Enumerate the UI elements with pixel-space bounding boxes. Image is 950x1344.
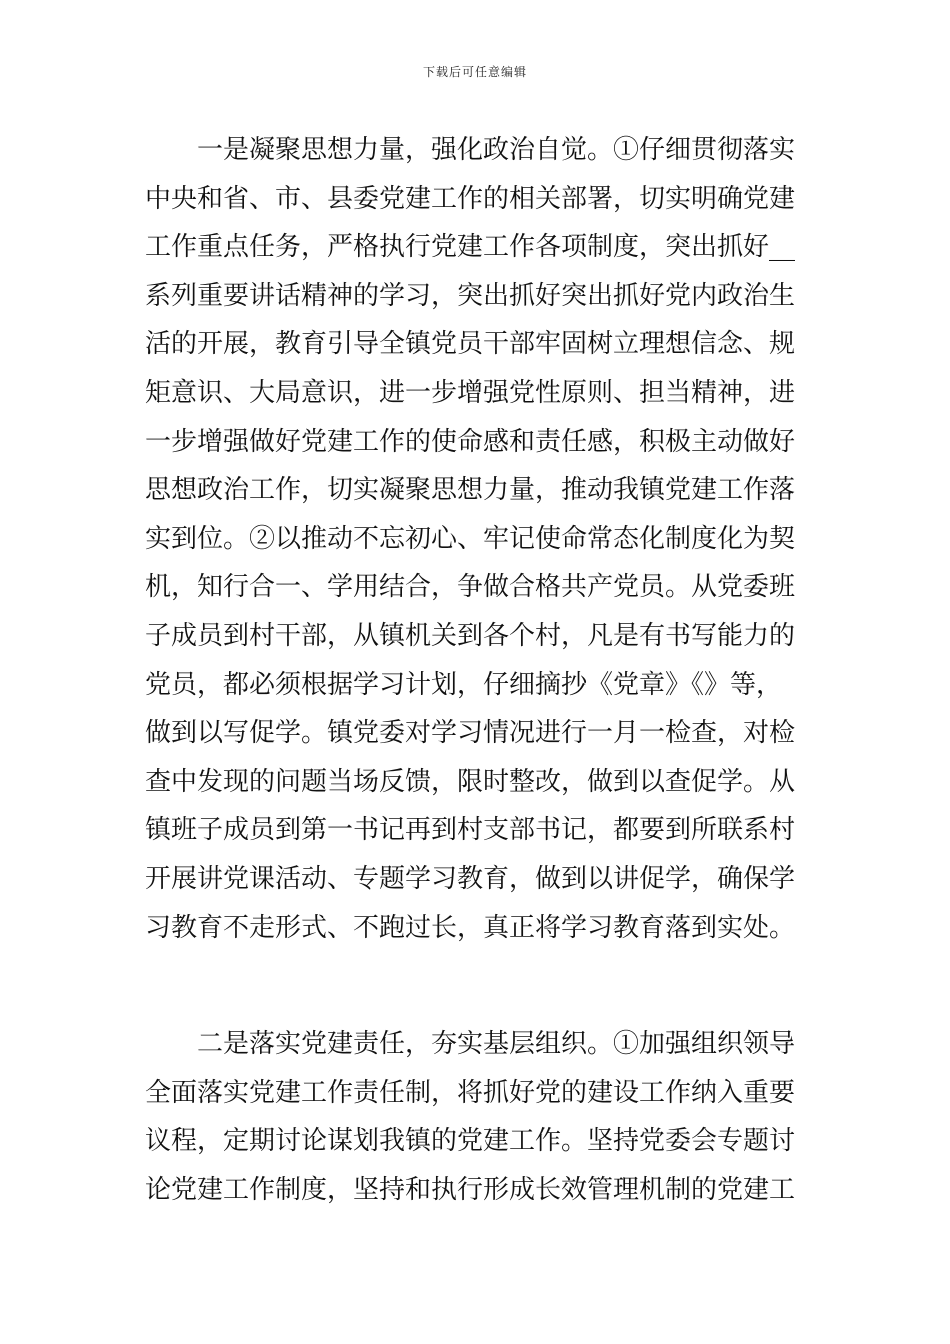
text-line: 工作重点任务，严格执行党建工作各项制度，突出抓好__	[145, 232, 796, 263]
text-line: 党员，都必须根据学习计划，仔细摘抄《党章》《》等，	[145, 669, 783, 700]
text-line: 镇班子成员到第一书记再到村支部书记，都要到所联系村	[145, 815, 796, 846]
paragraph-2	[145, 1020, 815, 1214]
text-line: 子成员到村干部，从镇机关到各个村，凡是有书写能力的	[145, 620, 796, 651]
text-line: 机，知行合一、学用结合，争做合格共产党员。从党委班	[145, 572, 796, 603]
text-line: 议程，定期讨论谋划我镇的党建工作。坚持党委会专题讨	[145, 1126, 796, 1157]
text-line: 论党建工作制度，坚持和执行形成长效管理机制的党建工	[145, 1174, 796, 1205]
document-body	[145, 126, 815, 1214]
text-line: 一是凝聚思想力量，强化政治自觉。①仔细贯彻落实	[145, 135, 796, 165]
paragraph-1	[145, 126, 815, 952]
page-header: 下载后可任意编辑	[422, 65, 527, 79]
text-line: 实到位。②以推动不忘初心、牢记使命常态化制度化为契	[145, 523, 796, 554]
text-line: 活的开展，教育引导全镇党员干部牢固树立理想信念、规	[145, 329, 796, 360]
text-line: 系列重要讲话精神的学习，突出抓好突出抓好党内政治生	[145, 280, 796, 311]
text-line: 一步增强做好党建工作的使命感和责任感，积极主动做好	[145, 426, 796, 457]
text-line: 做到以写促学。镇党委对学习情况进行一月一检查，对检	[145, 718, 796, 749]
text-line: 全面落实党建工作责任制，将抓好党的建设工作纳入重要	[145, 1077, 796, 1108]
text-line: 中央和省、市、县委党建工作的相关部署，切实明确党建	[145, 183, 796, 214]
text-line: 开展讲党课活动、专题学习教育，做到以讲促学，确保学	[145, 863, 796, 894]
text-line: 思想政治工作，切实凝聚思想力量，推动我镇党建工作落	[145, 475, 796, 506]
text-line: 二是落实党建责任，夯实基层组织。①加强组织领导	[145, 1029, 796, 1060]
text-line: 查中发现的问题当场反馈，限时整改，做到以查促学。从	[145, 766, 796, 797]
paragraph-gap	[145, 952, 815, 1020]
text-line: 矩意识、大局意识，进一步增强党性原则、担当精神，进	[145, 377, 796, 408]
text-line: 习教育不走形式、不跑过长，真正将学习教育落到实处。	[145, 912, 796, 943]
